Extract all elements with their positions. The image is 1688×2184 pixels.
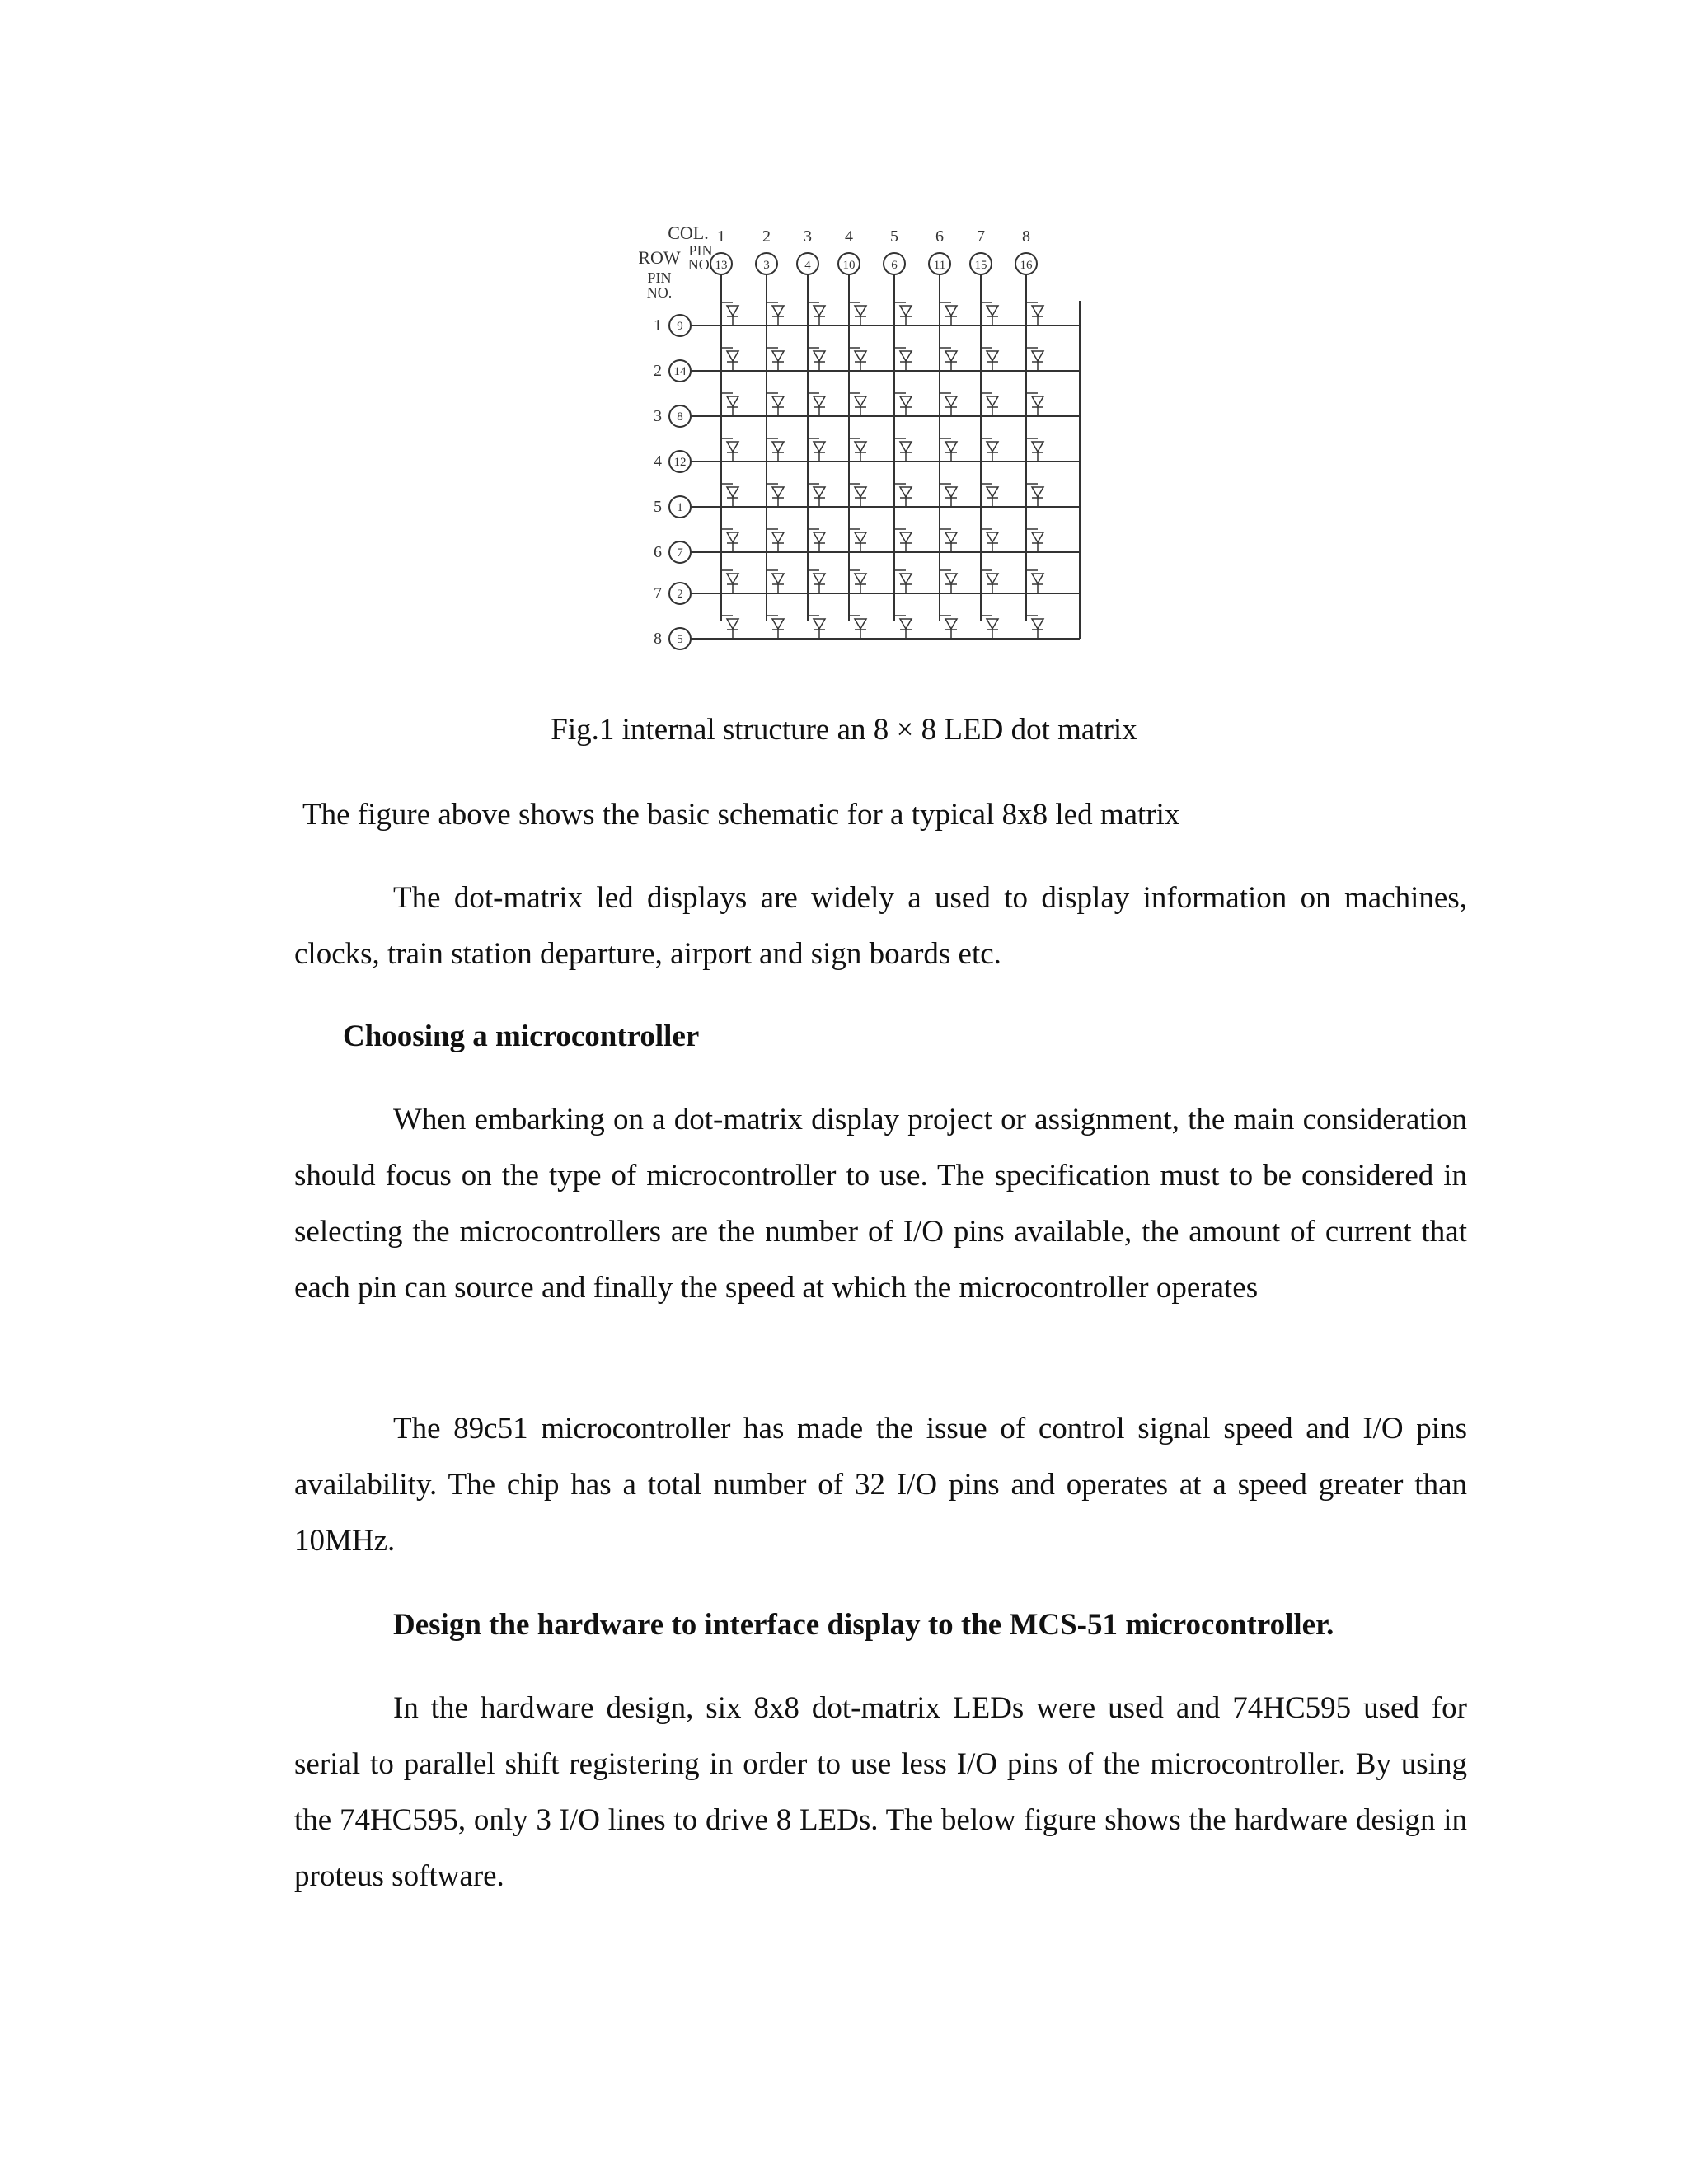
col-number: 8 <box>1022 227 1030 246</box>
led-diode <box>855 351 866 361</box>
col-pin-number: 10 <box>842 259 856 272</box>
row-number: 5 <box>654 498 662 516</box>
led-diode <box>900 532 912 542</box>
led-diode <box>814 619 825 629</box>
led-diode <box>1032 574 1043 583</box>
paragraph-selection: When embarking on a dot-matrix display project or assignment, the main consideration should focus on the type of microcontroller to use. The specification must to be considered in selecting the microcontrollers are the number of I/O pins available, the amount of current that each pin can source and finally the speed at which the microcontroller operates <box>294 1103 1467 1305</box>
led-diode <box>945 442 957 452</box>
col-pin-number: 6 <box>891 259 898 272</box>
led-diode <box>772 574 784 583</box>
led-diode <box>727 574 738 583</box>
led-diode <box>945 396 957 406</box>
col-no-label: NO. <box>687 256 714 273</box>
section-heading-hardware: Design the hardware to interface display to the MCS-51 microcontroller. <box>393 1608 1334 1642</box>
row-number: 3 <box>654 407 662 425</box>
col-number: 4 <box>845 227 853 246</box>
led-diode <box>772 306 784 316</box>
led-diode <box>1032 532 1043 542</box>
led-diode <box>900 487 912 497</box>
led-diode <box>987 442 998 452</box>
led-diode <box>814 574 825 583</box>
col-pin-number: 16 <box>1020 259 1033 272</box>
led-diode <box>900 306 912 316</box>
row-pin-number: 7 <box>677 546 683 560</box>
led-diode <box>1032 396 1043 406</box>
led-diode <box>945 306 957 316</box>
paragraph-hardware-design: In the hardware design, six 8x8 dot-matrix LEDs were used and 74HC595 used for serial to parallel shift registering in order to use less I/O pins of the microcontroller. By using the 74HC595, only 3 I/O lines to drive 8 LEDs. The below figure shows the hardware design in proteus software. <box>294 1691 1467 1893</box>
led-diode <box>1032 442 1043 452</box>
led-diode <box>1032 351 1043 361</box>
row-pin-number: 2 <box>677 588 683 601</box>
row-pin-number: 12 <box>673 456 687 469</box>
led-diode <box>772 442 784 452</box>
led-diode <box>814 487 825 497</box>
row-pin-number: 1 <box>677 501 683 514</box>
row-pin-number: 9 <box>677 320 683 333</box>
col-pin-number: 3 <box>763 259 770 272</box>
led-diode <box>772 487 784 497</box>
led-diode <box>945 619 957 629</box>
led-diode <box>945 574 957 583</box>
led-diode <box>987 532 998 542</box>
led-diode <box>772 396 784 406</box>
led-diode <box>727 306 738 316</box>
led-diode <box>727 351 738 361</box>
row-pin-number: 14 <box>673 365 687 378</box>
row-number: 1 <box>654 316 662 335</box>
led-diode <box>855 619 866 629</box>
led-diode <box>1032 306 1043 316</box>
led-diode <box>772 351 784 361</box>
led-diode <box>855 396 866 406</box>
led-diode <box>855 487 866 497</box>
row-label: ROW <box>638 247 681 268</box>
led-diode <box>900 574 912 583</box>
row-number: 8 <box>654 630 662 648</box>
figure-caption: Fig.1 internal structure an 8 × 8 LED dot matrix <box>551 713 1137 747</box>
led-diode <box>855 532 866 542</box>
led-diode <box>900 351 912 361</box>
col-label: COL. <box>668 223 709 243</box>
led-diode <box>1032 487 1043 497</box>
col-number: 6 <box>935 227 944 246</box>
paragraph-intro: The figure above shows the basic schematic for a typical 8x8 led matrix <box>302 798 1180 832</box>
led-diode <box>814 351 825 361</box>
led-diode <box>727 619 738 629</box>
led-diode <box>945 351 957 361</box>
led-diode <box>987 487 998 497</box>
led-diode <box>987 574 998 583</box>
led-diode <box>855 306 866 316</box>
led-diode <box>727 487 738 497</box>
section-heading-microcontroller: Choosing a microcontroller <box>343 1019 700 1053</box>
led-diode <box>814 442 825 452</box>
row-number: 2 <box>654 362 662 380</box>
led-diode <box>900 619 912 629</box>
led-diode <box>900 396 912 406</box>
led-diode <box>727 442 738 452</box>
paragraph-89c51: The 89c51 microcontroller has made the issue of control signal speed and I/O pins availability. The chip has a total number of 32 I/O pins and operates at a speed greater than 10MHz. <box>294 1412 1467 1558</box>
led-diode <box>855 442 866 452</box>
row-number: 4 <box>654 452 662 471</box>
col-number: 5 <box>890 227 898 246</box>
col-pin-number: 15 <box>974 259 987 272</box>
led-diode <box>987 351 998 361</box>
col-pin-number: 11 <box>933 259 946 272</box>
led-diode <box>987 396 998 406</box>
led-diode <box>727 396 738 406</box>
row-pin-number: 8 <box>677 410 683 424</box>
led-diode <box>855 574 866 583</box>
col-number: 2 <box>762 227 771 246</box>
led-diode <box>772 532 784 542</box>
led-diode <box>900 442 912 452</box>
col-pin-number: 4 <box>804 259 811 272</box>
col-pin-label: PIN <box>688 242 713 259</box>
led-diode <box>945 532 957 542</box>
col-number: 3 <box>804 227 812 246</box>
led-diode <box>814 306 825 316</box>
row-no-label: NO. <box>646 284 673 301</box>
col-number: 1 <box>717 227 725 246</box>
led-diode <box>814 396 825 406</box>
paragraph-uses: The dot-matrix led displays are widely a used to display information on machines, clocks, train station departure, airport and sign boards etc. <box>294 881 1467 971</box>
row-pin-label: PIN <box>647 269 672 286</box>
led-diode <box>814 532 825 542</box>
row-number: 7 <box>654 584 662 602</box>
led-diode <box>772 619 784 629</box>
led-diode <box>945 487 957 497</box>
row-number: 6 <box>654 543 662 561</box>
col-pin-number: 13 <box>715 259 728 272</box>
led-diode <box>727 532 738 542</box>
led-diode <box>1032 619 1043 629</box>
led-diode <box>987 306 998 316</box>
led-diode <box>987 619 998 629</box>
col-number: 7 <box>977 227 985 246</box>
led-matrix-schematic <box>638 218 1121 663</box>
row-pin-number: 5 <box>677 633 683 646</box>
